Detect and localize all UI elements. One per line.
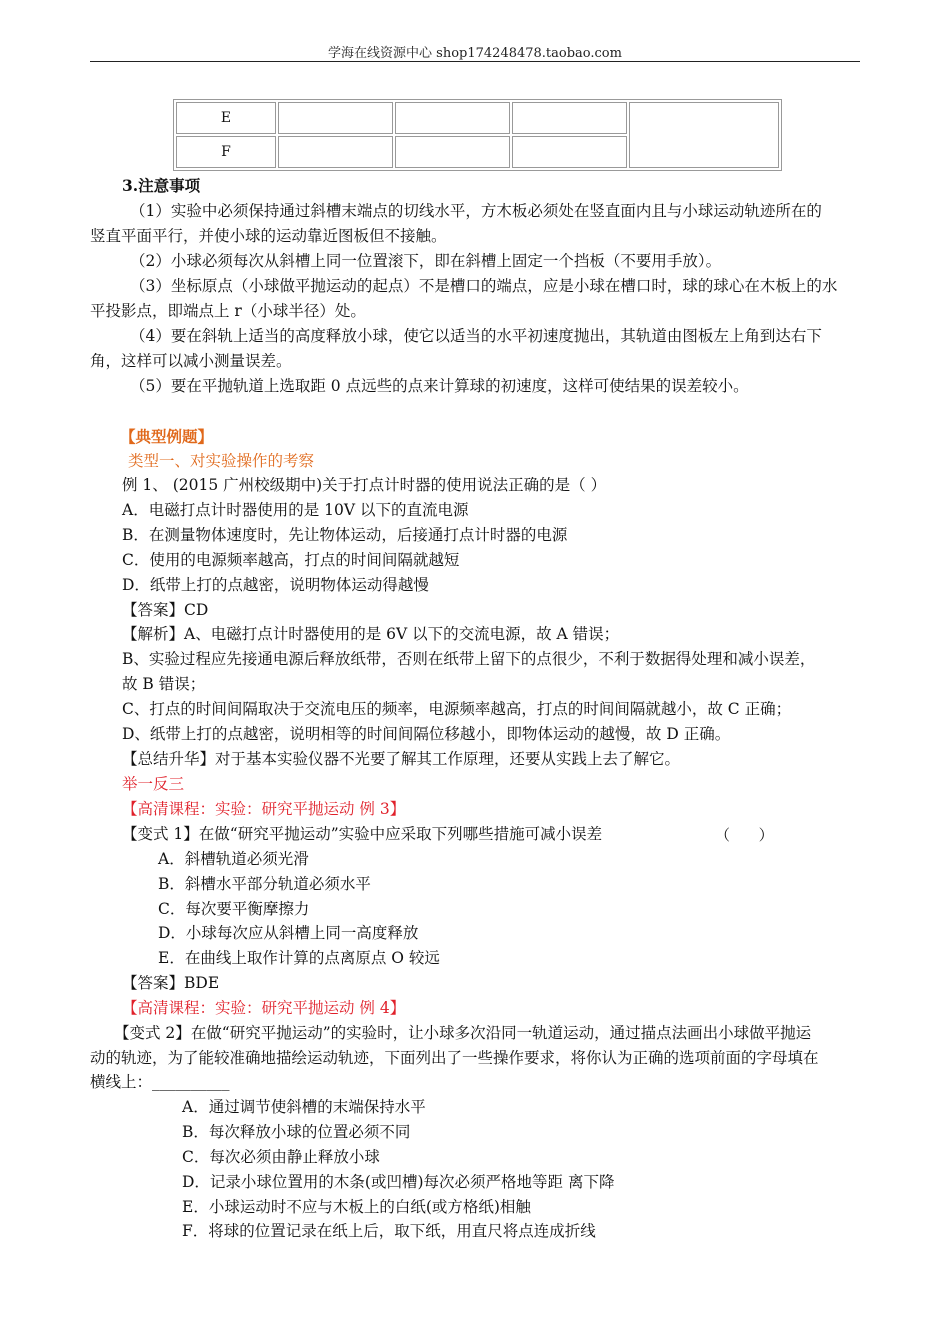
- variant-option: E．在曲线上取作计算的点离原点 O 较远: [158, 949, 440, 967]
- example-analysis: D、纸带上打的点越密，说明相等的时间间隔位移越小，即物体运动的越慢，故 D 正确。: [122, 725, 731, 743]
- example-analysis: 故 B 错误；: [122, 675, 206, 693]
- variant-question: 【变式 1】在做“研究平抛运动”实验中应采取下列哪些措施可减小误差: [122, 825, 603, 843]
- notes-heading: 3.注意事项: [122, 176, 201, 195]
- course-reference: 【高清课程：实验：研究平抛运动 例 3】: [122, 800, 406, 818]
- variant-question: 【变式 2】在做“研究平抛运动”的实验时，让小球多次沿同一轨道运动，通过描点法画出小球做平抛运: [114, 1024, 812, 1042]
- notes-line: 角，这样可以减小测量误差。: [90, 352, 292, 370]
- example-question: 例 1、 (2015 广州校级期中)关于打点计时器的使用说法正确的是（ ）: [122, 476, 607, 494]
- example-option: D．纸带上打的点越密，说明物体运动得越慢: [122, 576, 429, 594]
- notes-line: 平投影点，即端点上 r（小球半径）处。: [90, 302, 366, 320]
- table-cell: [395, 136, 510, 168]
- variant-option: C．每次必须由静止释放小球: [182, 1148, 380, 1166]
- notes-line: （4）要在斜轨上适当的高度释放小球，使它以适当的水平初速度抛出，其轨道由图板左上角到达右下: [130, 327, 822, 345]
- variant-option: A．斜槽轨道必须光滑: [158, 850, 309, 868]
- type-title: 类型一、对实验操作的考察: [128, 452, 315, 470]
- notes-line: （3）坐标原点（小球做平抛运动的起点）不是槽口的端点，应是小球在槽口时，球的球心在木板上的水: [130, 277, 838, 295]
- table-cell-label: F: [176, 136, 276, 168]
- notes-line: 竖直平面平行，并使小球的运动靠近图板但不接触。: [90, 227, 447, 245]
- variant-option: D．记录小球位置用的木条(或凹槽)每次必须严格地等距 离下降: [182, 1173, 615, 1191]
- variant-answer: 【答案】BDE: [122, 974, 220, 992]
- variant-option: B．每次释放小球的位置必须不同: [182, 1123, 411, 1141]
- header-divider: [90, 61, 860, 62]
- table-cell: [512, 136, 627, 168]
- table-cell: [512, 102, 627, 134]
- variant-option: E．小球运动时不应与木板上的白纸(或方格纸)相触: [182, 1198, 531, 1216]
- table-cell: [395, 102, 510, 134]
- answer-blank: （ ）: [715, 826, 774, 844]
- variant-option: C．每次要平衡摩擦力: [158, 900, 310, 918]
- example-analysis: C、打点的时间间隔取决于交流电压的频率，电源频率越高，打点的时间间隔就越小，故 C 正确；: [122, 700, 792, 718]
- table-cell-merged: [629, 102, 779, 168]
- variant-option: F．将球的位置记录在纸上后，取下纸，用直尺将点连成折线: [182, 1222, 596, 1240]
- variant-option: B．斜槽水平部分轨道必须水平: [158, 875, 371, 893]
- variant-option: A．通过调节使斜槽的末端保持水平: [182, 1098, 426, 1116]
- example-option: C．使用的电源频率越高，打点的时间间隔就越短: [122, 551, 460, 569]
- practice-title: 举一反三: [122, 775, 185, 793]
- table-cell: [278, 136, 393, 168]
- example-analysis: 【解析】A、电磁打点计时器使用的是 6V 以下的交流电源，故 A 错误；: [122, 625, 620, 643]
- notes-line: （2）小球必须每次从斜槽上同一位置滚下，即在斜槽上固定一个挡板（不要用手放）。: [130, 252, 722, 270]
- table-cell: [278, 102, 393, 134]
- table-cell-label: E: [176, 102, 276, 134]
- variant-question: 横线上：__________: [90, 1073, 230, 1091]
- variant-question: 动的轨迹，为了能较准确地描绘运动轨迹，下面列出了一些操作要求，将你认为正确的选项前面的字母填在: [90, 1049, 819, 1067]
- example-answer: 【答案】CD: [122, 601, 209, 619]
- notes-line: （1）实验中必须保持通过斜槽末端点的切线水平，方木板必须处在竖直面内且与小球运动轨迹所在的: [130, 202, 822, 220]
- table-row: [176, 102, 779, 134]
- example-option: B．在测量物体速度时，先让物体运动，后接通打点计时器的电源: [122, 526, 568, 544]
- page-header: 学海在线资源中心 shop174248478.taobao.com: [328, 46, 622, 61]
- data-table: [173, 99, 782, 171]
- notes-line: （5）要在平抛轨道上选取距 0 点远些的点来计算球的初速度，这样可使结果的误差较小。: [130, 377, 749, 395]
- variant-option: D．小球每次应从斜槽上同一高度释放: [158, 924, 419, 942]
- example-option: A．电磁打点计时器使用的是 10V 以下的直流电源: [122, 501, 469, 519]
- section-title: 【典型例题】: [120, 427, 214, 446]
- course-reference: 【高清课程：实验：研究平抛运动 例 4】: [122, 999, 406, 1017]
- example-analysis: B、实验过程应先接通电源后释放纸带，否则在纸带上留下的点很少，不利于数据得处理和减小误差，: [122, 650, 816, 668]
- example-summary: 【总结升华】对于基本实验仪器不光要了解其工作原理，还要从实践上去了解它。: [122, 750, 681, 768]
